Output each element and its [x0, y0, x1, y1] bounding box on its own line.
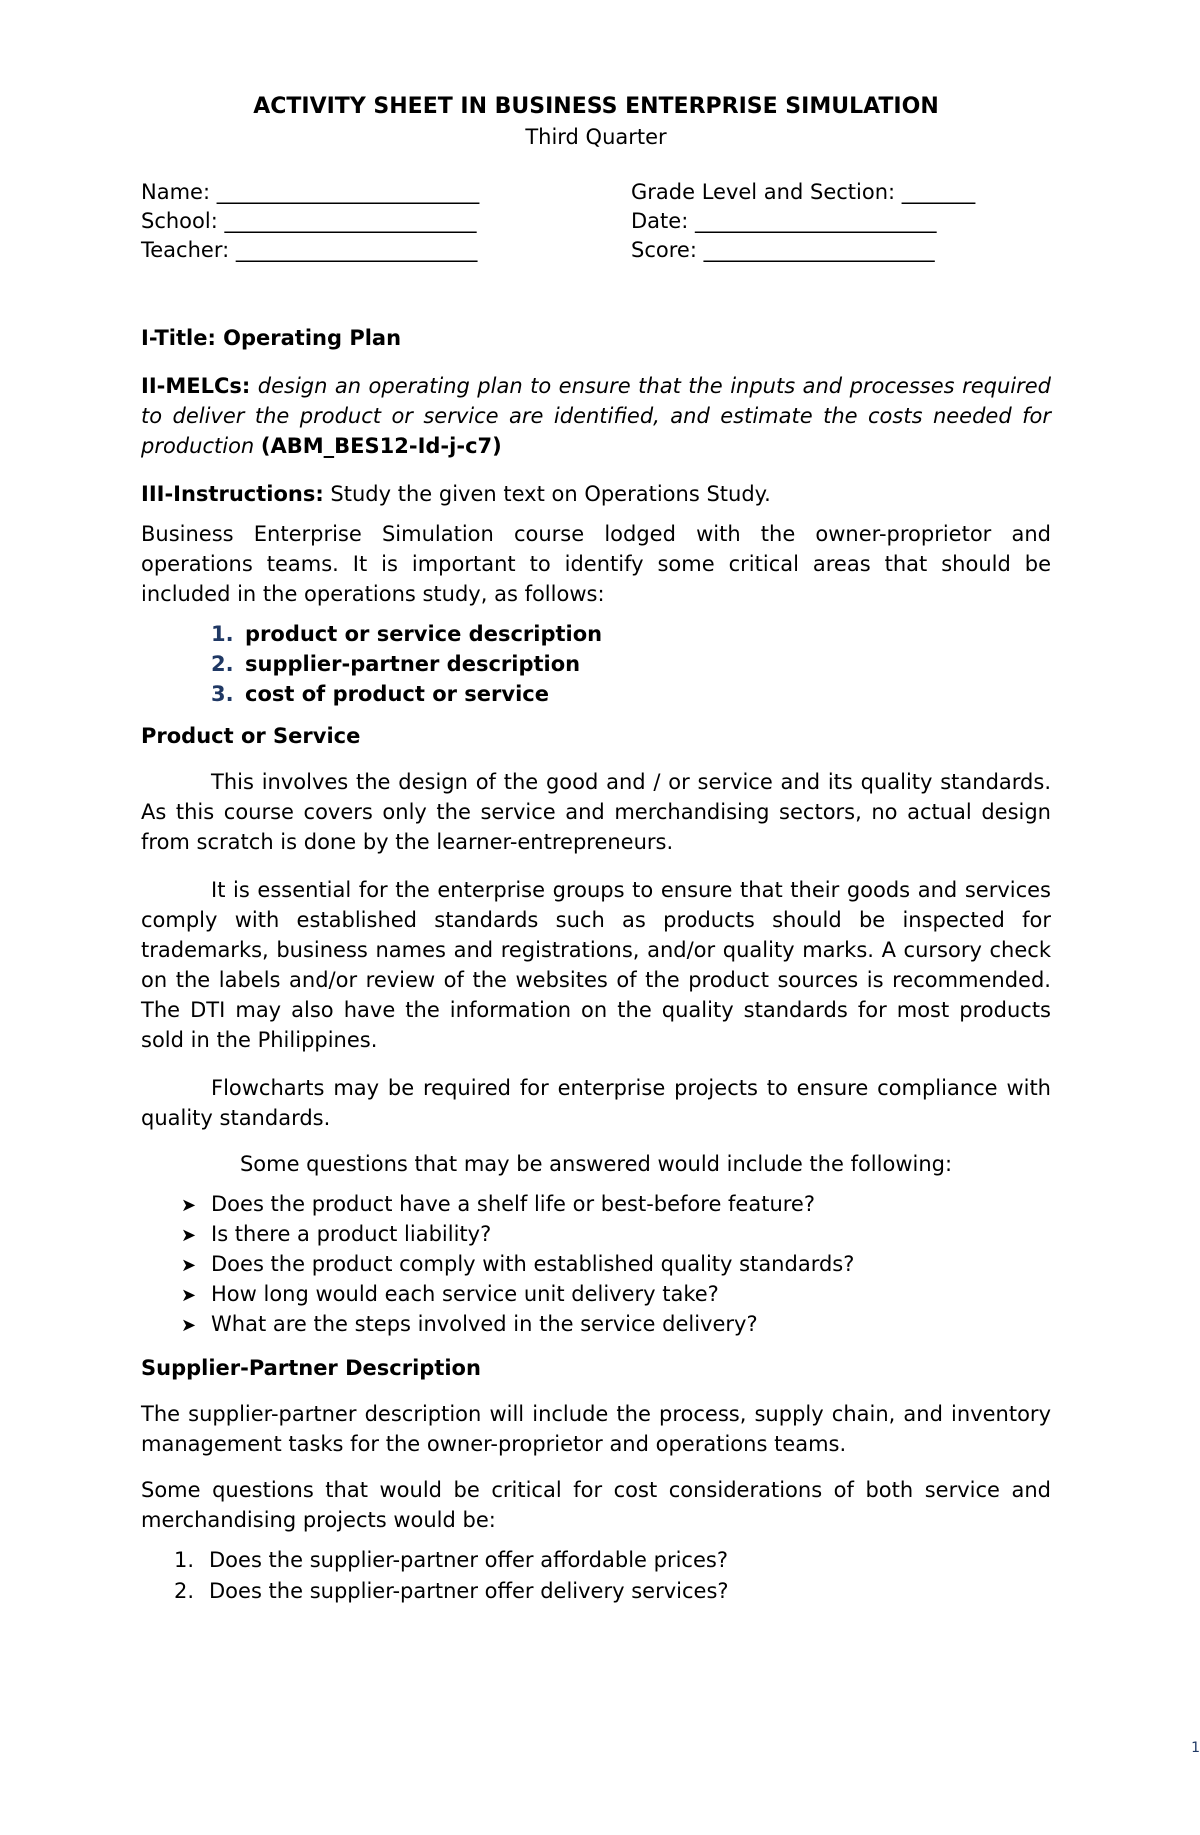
- arrow-bullet-icon: ➤: [181, 1315, 197, 1336]
- intro-paragraph: Business Enterprise Simulation course lodged with the owner-proprietor and operations teams. It is important to identify some critical areas that should be included in the operations study, as follows:: [141, 522, 1051, 606]
- melcs-label: II-MELCs:: [141, 374, 251, 398]
- critical-areas-list: [141, 619, 1051, 709]
- date-field: Date: _______________________: [631, 209, 937, 233]
- product-questions-list: [141, 1189, 1051, 1339]
- student-info-fields: [141, 178, 1051, 265]
- melcs-code: (ABM_BES12-Id-j-c7): [260, 434, 502, 458]
- arrow-bullet-icon: ➤: [181, 1255, 197, 1276]
- list-item: [211, 679, 1051, 709]
- list-item: [174, 1545, 1051, 1576]
- document-title: ACTIVITY SHEET IN BUSINESS ENTERPRISE SIMULATION: [253, 94, 939, 119]
- section-title: I-Title: Operating Plan: [141, 326, 402, 350]
- score-field: Score: ______________________: [631, 238, 935, 262]
- arrow-bullet-icon: ➤: [181, 1225, 197, 1246]
- list-item-text: product or service description: [245, 622, 603, 646]
- list-number: 2.: [211, 652, 234, 676]
- document-subtitle: Third Quarter: [525, 125, 667, 149]
- info-right-column: [631, 178, 1051, 265]
- list-item-text: How long would each service unit delivery take?: [211, 1282, 719, 1306]
- supplier-heading: Supplier-Partner Description: [141, 1356, 481, 1380]
- list-item: [181, 1279, 1051, 1309]
- name-field: Name: _________________________: [141, 180, 480, 204]
- product-paragraph-2: It is essential for the enterprise groups to ensure that their goods and services comply with established standards such as products should be inspected for trademarks, business names and registrations, and/or quality marks. A cursory check on the labels and/or review of the websites of the product sources is recommended. The DTI may also have the information on the quality standards for most products sold in the Philippines.: [141, 878, 1051, 1052]
- supplier-questions-list: [141, 1545, 1051, 1607]
- page-number: 1: [1191, 1740, 1200, 1756]
- product-paragraph-1: This involves the design of the good and / or service and its quality standards. As this course covers only the service and merchandising sectors, no actual design from scratch is done by the learner-entrepreneurs.: [141, 770, 1051, 854]
- info-left-column: [141, 178, 631, 265]
- list-item-text: Does the product have a shelf life or best-before feature?: [211, 1192, 815, 1216]
- list-number: 3.: [211, 682, 234, 706]
- list-number: 1.: [174, 1548, 195, 1572]
- list-item: [211, 649, 1051, 679]
- list-item: [181, 1219, 1051, 1249]
- school-field: School: ________________________: [141, 209, 477, 233]
- document-body: [141, 92, 1051, 1607]
- grade-section-field: Grade Level and Section: _______: [631, 180, 976, 204]
- list-item: [174, 1576, 1051, 1607]
- supplier-paragraph-2: Some questions that would be critical for cost considerations of both service and merchandising projects would be:: [141, 1478, 1051, 1532]
- melcs-text: design an operating plan to ensure that the inputs and processes required to deliver the product or service are identified, and estimate the costs needed for production: [141, 374, 1051, 458]
- product-paragraph-3: Flowcharts may be required for enterprise projects to ensure compliance with quality standards.: [141, 1076, 1051, 1130]
- instructions-text: Study the given text on Operations Study.: [330, 482, 771, 506]
- list-number: 2.: [174, 1579, 195, 1603]
- instructions-label: III-Instructions:: [141, 482, 324, 506]
- supplier-paragraph-1: The supplier-partner description will include the process, supply chain, and inventory management tasks for the owner-proprietor and operations teams.: [141, 1402, 1051, 1456]
- arrow-bullet-icon: ➤: [181, 1195, 197, 1216]
- product-service-heading: Product or Service: [141, 724, 361, 748]
- list-item-text: cost of product or service: [245, 682, 549, 706]
- instructions-paragraph: [141, 479, 1051, 509]
- list-item: [181, 1249, 1051, 1279]
- list-item-text: What are the steps involved in the service delivery?: [211, 1312, 758, 1336]
- teacher-field: Teacher: _______________________: [141, 238, 478, 262]
- list-item-text: Is there a product liability?: [211, 1222, 492, 1246]
- list-item-text: Does the supplier-partner offer delivery services?: [209, 1579, 729, 1603]
- list-item-text: Does the product comply with established quality standards?: [211, 1252, 855, 1276]
- list-item: [181, 1309, 1051, 1339]
- list-number: 1.: [211, 622, 234, 646]
- arrow-bullet-icon: ➤: [181, 1285, 197, 1306]
- questions-intro: Some questions that may be answered would include the following:: [239, 1152, 953, 1176]
- list-item-text: Does the supplier-partner offer affordable prices?: [209, 1548, 728, 1572]
- list-item-text: supplier-partner description: [245, 652, 581, 676]
- list-item: [211, 619, 1051, 649]
- list-item: [181, 1189, 1051, 1219]
- melcs-paragraph: [141, 371, 1051, 461]
